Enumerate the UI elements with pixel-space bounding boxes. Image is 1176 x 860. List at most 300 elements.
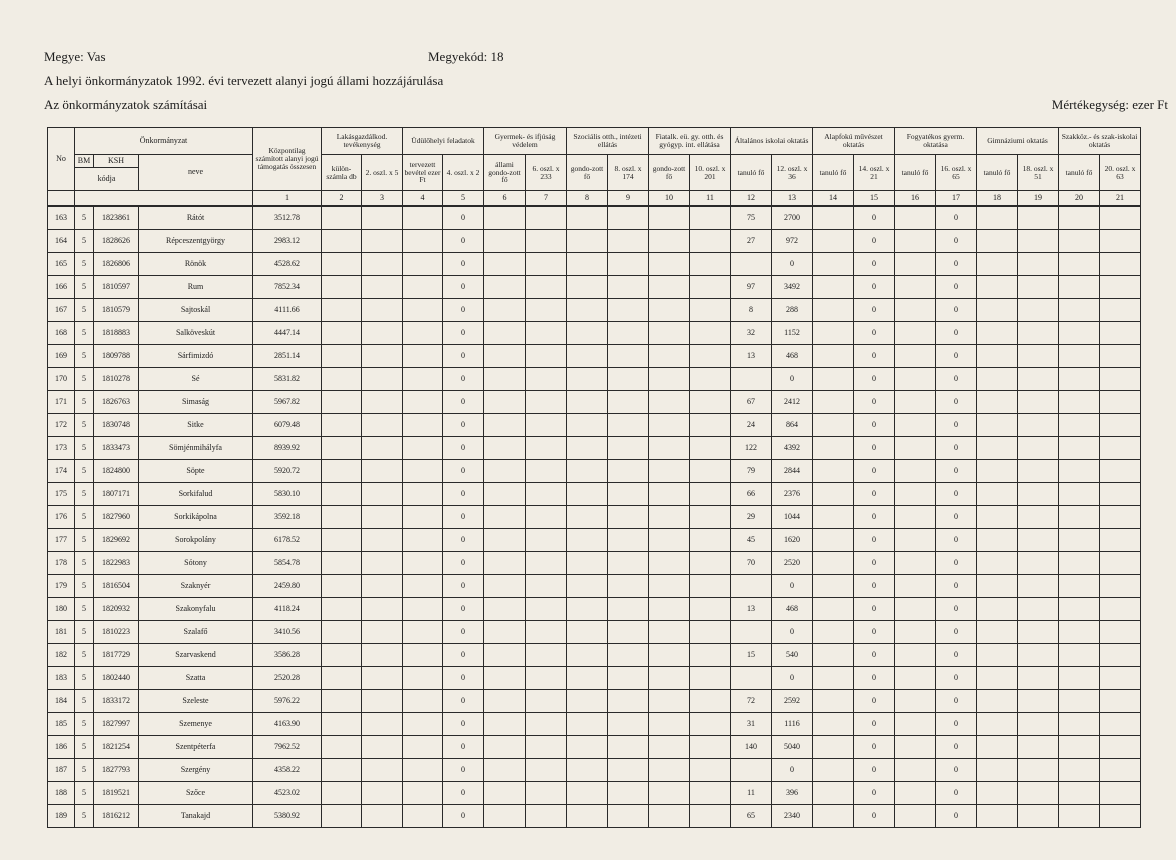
cell-ksh: 1821254 — [94, 736, 139, 759]
cell-col7 — [526, 483, 567, 506]
cell-col1: 2459.80 — [253, 575, 322, 598]
colnum-12: 12 — [731, 191, 772, 207]
cell-col21 — [1100, 529, 1141, 552]
cell-col5: 0 — [443, 322, 484, 345]
document-title: A helyi önkormányzatok 1992. évi tervezett alanyi jogú állami hozzájárulása — [44, 73, 444, 88]
cell-col13: 1152 — [772, 322, 813, 345]
cell-col3 — [362, 322, 403, 345]
cell-col12 — [731, 667, 772, 690]
cell-col17: 0 — [936, 782, 977, 805]
cell-col12: 32 — [731, 322, 772, 345]
cell-col21 — [1100, 299, 1141, 322]
cell-ksh: 1810597 — [94, 276, 139, 299]
cell-col18 — [977, 690, 1018, 713]
cell-col16 — [895, 206, 936, 230]
cell-name: Répceszentgyörgy — [139, 230, 253, 253]
cell-col9 — [608, 460, 649, 483]
cell-col14 — [813, 690, 854, 713]
cell-col20 — [1059, 598, 1100, 621]
cell-name: Sömjénmihályfa — [139, 437, 253, 460]
cell-col5: 0 — [443, 368, 484, 391]
cell-no: 187 — [48, 759, 75, 782]
cell-col8 — [567, 805, 608, 828]
cell-col8 — [567, 437, 608, 460]
header-col9: 8. oszl. x 174 — [608, 155, 649, 191]
cell-col11 — [690, 713, 731, 736]
cell-col10 — [649, 206, 690, 230]
cell-col17: 0 — [936, 230, 977, 253]
colnum-1: 1 — [253, 191, 322, 207]
cell-name: Szentpéterfa — [139, 736, 253, 759]
cell-col18 — [977, 575, 1018, 598]
cell-col12: 72 — [731, 690, 772, 713]
cell-col8 — [567, 529, 608, 552]
cell-col11 — [690, 253, 731, 276]
cell-col19 — [1018, 299, 1059, 322]
cell-col3 — [362, 345, 403, 368]
header-col4: tervezett bevétel ezer Ft — [403, 155, 443, 191]
cell-col17: 0 — [936, 345, 977, 368]
cell-col18 — [977, 414, 1018, 437]
cell-name: Sé — [139, 368, 253, 391]
cell-col4 — [403, 206, 443, 230]
cell-col11 — [690, 575, 731, 598]
cell-no: 182 — [48, 644, 75, 667]
cell-name: Szergény — [139, 759, 253, 782]
cell-col5: 0 — [443, 276, 484, 299]
cell-col19 — [1018, 713, 1059, 736]
cell-col9 — [608, 667, 649, 690]
cell-col10 — [649, 460, 690, 483]
cell-col12 — [731, 368, 772, 391]
cell-col16 — [895, 529, 936, 552]
cell-col7 — [526, 667, 567, 690]
cell-col8 — [567, 598, 608, 621]
cell-col15: 0 — [854, 230, 895, 253]
cell-col8 — [567, 322, 608, 345]
cell-col1: 3512.78 — [253, 206, 322, 230]
cell-no: 173 — [48, 437, 75, 460]
cell-col17: 0 — [936, 506, 977, 529]
cell-col21 — [1100, 552, 1141, 575]
cell-col17: 0 — [936, 805, 977, 828]
cell-col8 — [567, 460, 608, 483]
cell-col15: 0 — [854, 575, 895, 598]
cell-col3 — [362, 575, 403, 598]
cell-col15: 0 — [854, 529, 895, 552]
cell-col15: 0 — [854, 276, 895, 299]
cell-col9 — [608, 552, 649, 575]
cell-col5: 0 — [443, 621, 484, 644]
cell-col2 — [322, 276, 362, 299]
cell-col3 — [362, 667, 403, 690]
cell-col3 — [362, 253, 403, 276]
cell-col15: 0 — [854, 713, 895, 736]
header-ksh: KSH — [94, 155, 139, 168]
cell-col17: 0 — [936, 690, 977, 713]
table-row — [48, 276, 1141, 299]
cell-col3 — [362, 759, 403, 782]
cell-col10 — [649, 276, 690, 299]
cell-ksh: 1829692 — [94, 529, 139, 552]
cell-col20 — [1059, 713, 1100, 736]
cell-col16 — [895, 437, 936, 460]
cell-col6 — [484, 690, 526, 713]
cell-col5: 0 — [443, 230, 484, 253]
cell-col3 — [362, 483, 403, 506]
cell-col11 — [690, 345, 731, 368]
cell-col21 — [1100, 368, 1141, 391]
cell-no: 177 — [48, 529, 75, 552]
cell-col2 — [322, 345, 362, 368]
cell-col17: 0 — [936, 552, 977, 575]
cell-col17: 0 — [936, 713, 977, 736]
document-subtitle: Az önkormányzatok számításai — [44, 97, 208, 112]
cell-col12: 97 — [731, 276, 772, 299]
cell-col12: 79 — [731, 460, 772, 483]
cell-col19 — [1018, 322, 1059, 345]
cell-col6 — [484, 437, 526, 460]
header-col18: tanuló fő — [977, 155, 1018, 191]
cell-col9 — [608, 437, 649, 460]
cell-col21 — [1100, 621, 1141, 644]
cell-col16 — [895, 736, 936, 759]
cell-col12 — [731, 621, 772, 644]
cell-col2 — [322, 322, 362, 345]
cell-col17: 0 — [936, 759, 977, 782]
cell-col9 — [608, 414, 649, 437]
cell-col10 — [649, 414, 690, 437]
cell-col14 — [813, 460, 854, 483]
cell-col10 — [649, 713, 690, 736]
cell-col7 — [526, 805, 567, 828]
cell-col16 — [895, 575, 936, 598]
cell-col7 — [526, 437, 567, 460]
cell-col7 — [526, 345, 567, 368]
cell-col20 — [1059, 529, 1100, 552]
cell-col10 — [649, 598, 690, 621]
cell-col11 — [690, 736, 731, 759]
cell-bm: 5 — [75, 483, 94, 506]
table-row — [48, 805, 1141, 828]
header-col14: tanuló fő — [813, 155, 854, 191]
cell-col5: 0 — [443, 759, 484, 782]
cell-col16 — [895, 253, 936, 276]
colnum-blank — [48, 191, 75, 207]
cell-col21 — [1100, 575, 1141, 598]
cell-col19 — [1018, 253, 1059, 276]
cell-col15: 0 — [854, 483, 895, 506]
cell-col4 — [403, 345, 443, 368]
cell-col12 — [731, 253, 772, 276]
cell-col11 — [690, 759, 731, 782]
cell-col5: 0 — [443, 805, 484, 828]
cell-ksh: 1823861 — [94, 206, 139, 230]
cell-col11 — [690, 529, 731, 552]
cell-col5: 0 — [443, 644, 484, 667]
colnum-17: 17 — [936, 191, 977, 207]
cell-col14 — [813, 276, 854, 299]
cell-col11 — [690, 437, 731, 460]
cell-bm: 5 — [75, 621, 94, 644]
table-row — [48, 368, 1141, 391]
cell-col3 — [362, 644, 403, 667]
cell-name: Sorkifalud — [139, 483, 253, 506]
cell-col1: 4111.66 — [253, 299, 322, 322]
table-body — [48, 206, 1141, 828]
cell-col2 — [322, 299, 362, 322]
cell-col4 — [403, 230, 443, 253]
cell-col17: 0 — [936, 667, 977, 690]
cell-col6 — [484, 414, 526, 437]
cell-col2 — [322, 529, 362, 552]
cell-col13: 0 — [772, 621, 813, 644]
cell-col13: 468 — [772, 598, 813, 621]
cell-col21 — [1100, 506, 1141, 529]
column-number-row — [48, 191, 1141, 207]
cell-col1: 3586.28 — [253, 644, 322, 667]
cell-name: Sárfimizdó — [139, 345, 253, 368]
cell-col9 — [608, 805, 649, 828]
cell-col14 — [813, 322, 854, 345]
cell-col20 — [1059, 253, 1100, 276]
colnum-5: 5 — [443, 191, 484, 207]
cell-col16 — [895, 414, 936, 437]
cell-col2 — [322, 736, 362, 759]
cell-col12: 45 — [731, 529, 772, 552]
cell-bm: 5 — [75, 391, 94, 414]
cell-col2 — [322, 644, 362, 667]
cell-col17: 0 — [936, 483, 977, 506]
cell-name: Szőce — [139, 782, 253, 805]
cell-col2 — [322, 805, 362, 828]
cell-col13: 2700 — [772, 206, 813, 230]
cell-col18 — [977, 736, 1018, 759]
cell-col1: 4163.90 — [253, 713, 322, 736]
table-row — [48, 713, 1141, 736]
cell-col3 — [362, 598, 403, 621]
header-col13: 12. oszl. x 36 — [772, 155, 813, 191]
cell-col21 — [1100, 690, 1141, 713]
cell-col15: 0 — [854, 206, 895, 230]
cell-col11 — [690, 690, 731, 713]
colnum-3: 3 — [362, 191, 403, 207]
cell-col4 — [403, 713, 443, 736]
cell-col9 — [608, 230, 649, 253]
cell-col21 — [1100, 322, 1141, 345]
cell-col15: 0 — [854, 552, 895, 575]
cell-col10 — [649, 621, 690, 644]
cell-col20 — [1059, 621, 1100, 644]
cell-col13: 2844 — [772, 460, 813, 483]
cell-no: 165 — [48, 253, 75, 276]
cell-col9 — [608, 598, 649, 621]
cell-col3 — [362, 391, 403, 414]
colnum-19: 19 — [1018, 191, 1059, 207]
cell-col19 — [1018, 644, 1059, 667]
cell-col11 — [690, 598, 731, 621]
cell-col12: 67 — [731, 391, 772, 414]
cell-col9 — [608, 621, 649, 644]
header-kodja: kódja — [75, 168, 139, 191]
cell-col3 — [362, 805, 403, 828]
cell-col6 — [484, 575, 526, 598]
cell-col13: 288 — [772, 299, 813, 322]
cell-col17: 0 — [936, 736, 977, 759]
cell-col18 — [977, 322, 1018, 345]
colnum-4: 4 — [403, 191, 443, 207]
cell-col7 — [526, 759, 567, 782]
cell-col4 — [403, 644, 443, 667]
cell-col9 — [608, 253, 649, 276]
cell-col8 — [567, 483, 608, 506]
cell-col20 — [1059, 506, 1100, 529]
cell-col4 — [403, 552, 443, 575]
cell-col11 — [690, 391, 731, 414]
cell-col7 — [526, 460, 567, 483]
cell-col21 — [1100, 805, 1141, 828]
table-row — [48, 483, 1141, 506]
cell-col9 — [608, 713, 649, 736]
cell-col10 — [649, 529, 690, 552]
cell-col16 — [895, 276, 936, 299]
cell-col15: 0 — [854, 667, 895, 690]
cell-col13: 396 — [772, 782, 813, 805]
cell-col13: 0 — [772, 667, 813, 690]
cell-col16 — [895, 322, 936, 345]
cell-col5: 0 — [443, 414, 484, 437]
table-row — [48, 736, 1141, 759]
cell-col9 — [608, 345, 649, 368]
cell-name: Szarvaskend — [139, 644, 253, 667]
header-group-fogyatekos: Fogyatékos gyerm. oktatása — [895, 128, 977, 155]
cell-col3 — [362, 690, 403, 713]
table-row — [48, 506, 1141, 529]
cell-no: 181 — [48, 621, 75, 644]
cell-col2 — [322, 483, 362, 506]
cell-col7 — [526, 299, 567, 322]
cell-col14 — [813, 575, 854, 598]
cell-col16 — [895, 667, 936, 690]
cell-col1: 4523.02 — [253, 782, 322, 805]
cell-ksh: 1818883 — [94, 322, 139, 345]
cell-col6 — [484, 391, 526, 414]
header-group-udulo: Üdülőhelyi feladatok — [403, 128, 484, 155]
cell-col15: 0 — [854, 345, 895, 368]
header-no: No — [48, 128, 75, 191]
cell-col7 — [526, 368, 567, 391]
cell-no: 185 — [48, 713, 75, 736]
cell-col13: 2412 — [772, 391, 813, 414]
cell-col12 — [731, 575, 772, 598]
cell-col1: 5380.92 — [253, 805, 322, 828]
cell-name: Salköveskút — [139, 322, 253, 345]
header-col16: tanuló fő — [895, 155, 936, 191]
cell-col3 — [362, 368, 403, 391]
cell-col14 — [813, 368, 854, 391]
cell-col2 — [322, 621, 362, 644]
cell-col4 — [403, 506, 443, 529]
cell-col16 — [895, 391, 936, 414]
cell-col18 — [977, 667, 1018, 690]
cell-no: 183 — [48, 667, 75, 690]
cell-name: Szalafő — [139, 621, 253, 644]
cell-col8 — [567, 713, 608, 736]
cell-col1: 7962.52 — [253, 736, 322, 759]
cell-no: 186 — [48, 736, 75, 759]
cell-col19 — [1018, 690, 1059, 713]
cell-col21 — [1100, 437, 1141, 460]
county-code-label: Megyekód: 18 — [428, 49, 504, 64]
cell-col19 — [1018, 437, 1059, 460]
cell-col7 — [526, 230, 567, 253]
cell-ksh: 1817729 — [94, 644, 139, 667]
cell-ksh: 1824800 — [94, 460, 139, 483]
cell-col13: 2520 — [772, 552, 813, 575]
cell-col4 — [403, 529, 443, 552]
cell-col4 — [403, 414, 443, 437]
table-header — [48, 128, 1141, 207]
cell-bm: 5 — [75, 368, 94, 391]
cell-col17: 0 — [936, 437, 977, 460]
cell-col5: 0 — [443, 437, 484, 460]
cell-col14 — [813, 345, 854, 368]
cell-ksh: 1830748 — [94, 414, 139, 437]
cell-col8 — [567, 391, 608, 414]
cell-col9 — [608, 644, 649, 667]
cell-col11 — [690, 644, 731, 667]
cell-col14 — [813, 230, 854, 253]
cell-col11 — [690, 805, 731, 828]
table-row — [48, 782, 1141, 805]
cell-col12: 27 — [731, 230, 772, 253]
cell-col5: 0 — [443, 299, 484, 322]
cell-col17: 0 — [936, 644, 977, 667]
cell-col11 — [690, 276, 731, 299]
cell-col10 — [649, 322, 690, 345]
cell-bm: 5 — [75, 253, 94, 276]
header-col17: 16. oszl. x 65 — [936, 155, 977, 191]
cell-col15: 0 — [854, 759, 895, 782]
cell-col5: 0 — [443, 529, 484, 552]
cell-no: 188 — [48, 782, 75, 805]
header-col20: tanuló fő — [1059, 155, 1100, 191]
cell-col14 — [813, 782, 854, 805]
cell-col1: 3410.56 — [253, 621, 322, 644]
cell-col19 — [1018, 391, 1059, 414]
cell-col7 — [526, 644, 567, 667]
table-row — [48, 575, 1141, 598]
table-row — [48, 437, 1141, 460]
cell-col7 — [526, 552, 567, 575]
cell-col6 — [484, 253, 526, 276]
cell-col10 — [649, 690, 690, 713]
cell-col20 — [1059, 206, 1100, 230]
cell-col9 — [608, 276, 649, 299]
colnum-blank-2 — [75, 191, 253, 207]
cell-no: 168 — [48, 322, 75, 345]
cell-col21 — [1100, 782, 1141, 805]
cell-ksh: 1833172 — [94, 690, 139, 713]
cell-col4 — [403, 368, 443, 391]
header-col21: 20. oszl. x 63 — [1100, 155, 1141, 191]
cell-col6 — [484, 805, 526, 828]
cell-col4 — [403, 437, 443, 460]
header-col5: 4. oszl. x 2 — [443, 155, 484, 191]
cell-col4 — [403, 736, 443, 759]
header-col2: külön-számla db — [322, 155, 362, 191]
cell-col14 — [813, 644, 854, 667]
